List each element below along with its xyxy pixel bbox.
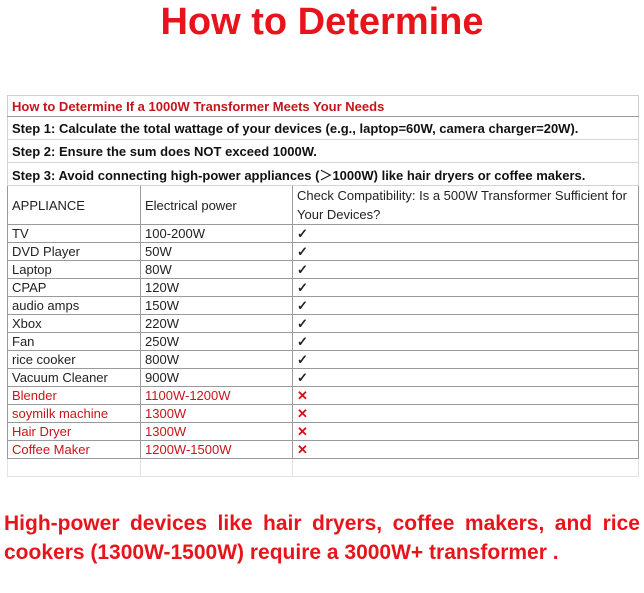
cross-icon: ✕ — [297, 442, 308, 457]
compatibility-cell — [293, 261, 639, 279]
power-cell: 900W — [141, 369, 293, 387]
page-title: How to Determine — [160, 1, 484, 43]
table-row — [8, 369, 639, 387]
cross-icon: ✕ — [297, 406, 308, 421]
appliance-cell: Vacuum Cleaner — [8, 369, 141, 387]
compatibility-cell — [293, 315, 639, 333]
check-icon: ✓ — [297, 298, 308, 313]
table-row — [8, 423, 639, 441]
step-3: Step 3: Avoid connecting high-power appliances (＞1000W) like hair dryers or coffee makers. — [8, 163, 639, 186]
table-body — [8, 96, 639, 477]
check-icon: ✓ — [297, 352, 308, 367]
table-row — [8, 225, 639, 243]
table-row — [8, 333, 639, 351]
table-row — [8, 261, 639, 279]
empty-cell — [8, 459, 141, 477]
compatibility-cell — [293, 333, 639, 351]
cross-icon: ✕ — [297, 388, 308, 403]
step-1: Step 1: Calculate the total wattage of your devices (e.g., laptop=60W, camera charger=20W). — [8, 117, 639, 140]
footer-note: High-power devices like hair dryers, coffee makers, and rice cookers (1300W-1500W) require a 3000W+ transformer . — [4, 512, 640, 564]
compatibility-cell — [293, 405, 639, 423]
table-row — [8, 351, 639, 369]
column-header-power: Electrical power — [141, 186, 293, 225]
compatibility-cell — [293, 423, 639, 441]
power-cell: 1300W — [141, 405, 293, 423]
appliance-cell: Hair Dryer — [8, 423, 141, 441]
table-row — [8, 297, 639, 315]
check-icon: ✓ — [297, 262, 308, 277]
table-row — [8, 441, 639, 459]
appliance-cell: DVD Player — [8, 243, 141, 261]
check-icon: ✓ — [297, 226, 308, 241]
header-row — [8, 186, 639, 225]
compatibility-cell — [293, 279, 639, 297]
step-row — [8, 140, 639, 163]
table-row — [8, 405, 639, 423]
appliance-cell: rice cooker — [8, 351, 141, 369]
table-row — [8, 279, 639, 297]
table-row — [8, 315, 639, 333]
compatibility-cell — [293, 387, 639, 405]
appliance-cell: CPAP — [8, 279, 141, 297]
step-row — [8, 163, 639, 186]
power-cell: 80W — [141, 261, 293, 279]
compatibility-cell — [293, 369, 639, 387]
power-cell: 50W — [141, 243, 293, 261]
column-header-compatibility: Check Compatibility: Is a 500W Transformer Sufficient for Your Devices? — [293, 186, 639, 225]
appliance-cell: audio amps — [8, 297, 141, 315]
table-banner: How to Determine If a 1000W Transformer Meets Your Needs — [8, 96, 639, 117]
empty-cell — [141, 459, 293, 477]
compatibility-cell — [293, 297, 639, 315]
banner-row — [8, 96, 639, 117]
compatibility-table — [7, 95, 639, 477]
check-icon: ✓ — [297, 280, 308, 295]
power-cell: 250W — [141, 333, 293, 351]
power-cell: 150W — [141, 297, 293, 315]
appliance-cell: Blender — [8, 387, 141, 405]
power-cell: 220W — [141, 315, 293, 333]
step-2: Step 2: Ensure the sum does NOT exceed 1000W. — [8, 140, 639, 163]
check-icon: ✓ — [297, 370, 308, 385]
compatibility-cell — [293, 243, 639, 261]
power-cell: 1100W-1200W — [141, 387, 293, 405]
cross-icon: ✕ — [297, 424, 308, 439]
appliance-cell: TV — [8, 225, 141, 243]
check-icon: ✓ — [297, 244, 308, 259]
compatibility-cell — [293, 441, 639, 459]
compatibility-cell — [293, 351, 639, 369]
appliance-cell: soymilk machine — [8, 405, 141, 423]
power-cell: 800W — [141, 351, 293, 369]
table-row — [8, 243, 639, 261]
compatibility-cell — [293, 225, 639, 243]
appliance-cell: Coffee Maker — [8, 441, 141, 459]
check-icon: ✓ — [297, 334, 308, 349]
appliance-cell: Fan — [8, 333, 141, 351]
appliance-cell: Laptop — [8, 261, 141, 279]
power-cell: 120W — [141, 279, 293, 297]
power-cell: 100-200W — [141, 225, 293, 243]
check-icon: ✓ — [297, 316, 308, 331]
table-row — [8, 387, 639, 405]
power-cell: 1300W — [141, 423, 293, 441]
column-header-appliance: APPLIANCE — [8, 186, 141, 225]
empty-row — [8, 459, 639, 477]
step-row — [8, 117, 639, 140]
empty-cell — [293, 459, 639, 477]
power-cell: 1200W-1500W — [141, 441, 293, 459]
appliance-cell: Xbox — [8, 315, 141, 333]
